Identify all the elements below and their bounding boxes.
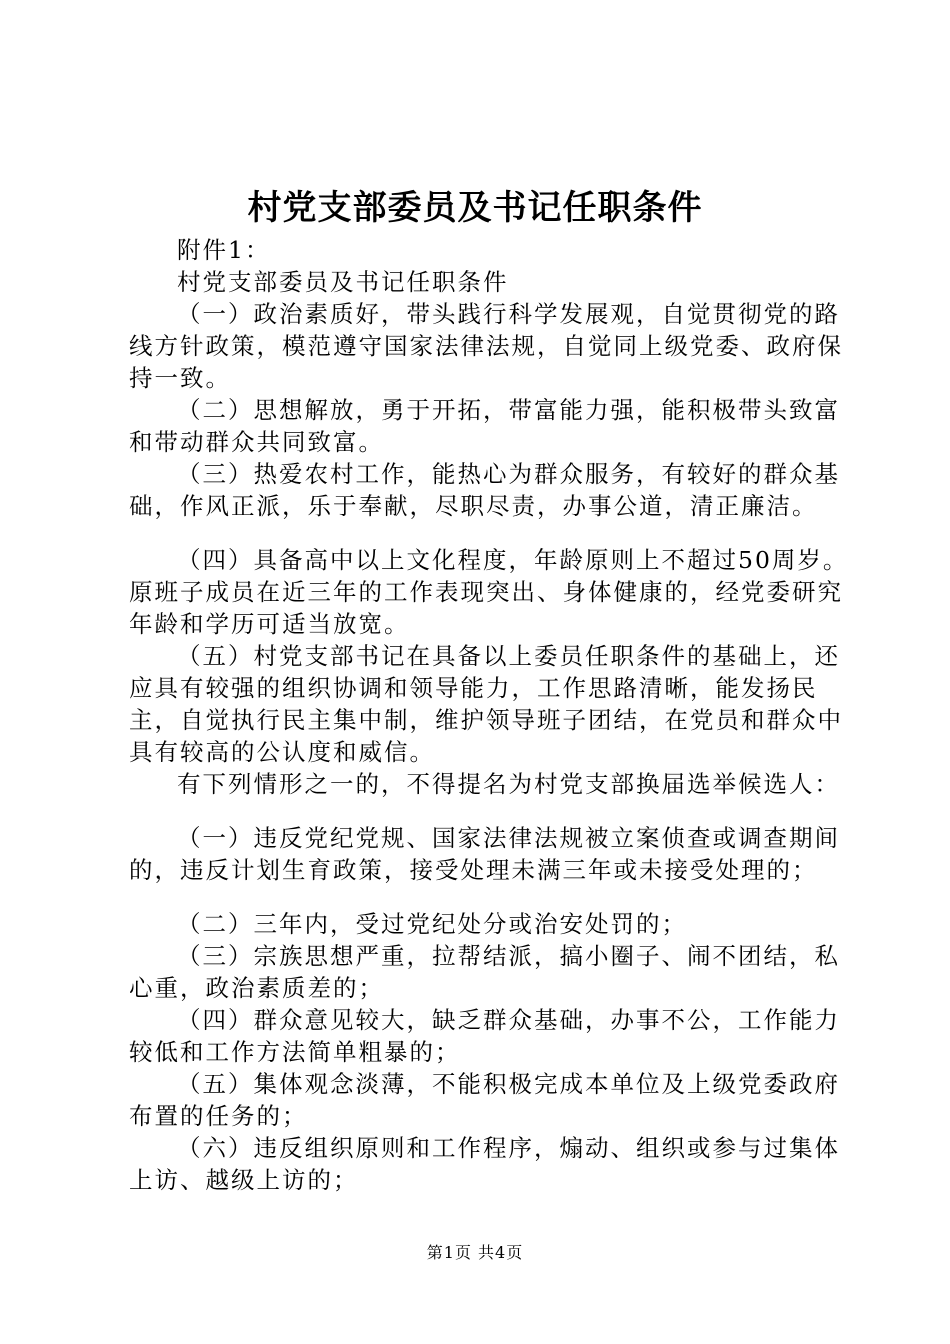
exclusion-paragraph: （五）集体观念淡薄，不能积极完成本单位及上级党委政府布置的任务的；: [129, 1070, 840, 1130]
attachment-label: 附件1：: [177, 236, 271, 264]
condition-paragraph: （二）思想解放，勇于开拓，带富能力强，能积极带头致富和带动群众共同致富。: [129, 396, 840, 456]
document-title: 村党支部委员及书记任职条件: [247, 188, 703, 228]
paragraph-gap: [129, 522, 849, 544]
section-heading: 村党支部委员及书记任职条件: [177, 268, 509, 296]
paragraph-gap: [129, 800, 849, 822]
condition-paragraph: （一）政治素质好，带头践行科学发展观，自觉贯彻党的路线方针政策，模范遵守国家法律法规，自觉同上级党委、政府保持一致。: [129, 300, 843, 392]
page-indicator: 第1页 共4页: [426, 1243, 524, 1262]
exclusion-paragraph: （四）群众意见较大，缺乏群众基础，办事不公，工作能力较低和工作方法简单粗暴的；: [129, 1006, 840, 1066]
document-body: [129, 234, 849, 1196]
exclusion-paragraph: （一）违反党纪党规、国家法律法规被立案侦查或调查期间的，违反计划生育政策，接受处理未满三年或未接受处理的；: [129, 824, 840, 884]
condition-paragraph: （三）热爱农村工作，能热心为群众服务，有较好的群众基础，作风正派，乐于奉献，尽职尽责，办事公道，清正廉洁。: [129, 460, 840, 520]
exclusion-paragraph: （二）三年内，受过党纪处分或治安处罚的；: [177, 910, 687, 938]
condition-paragraph: （五）村党支部书记在具备以上委员任职条件的基础上，还应具有较强的组织协调和领导能力，工作思路清晰，能发扬民主，自觉执行民主集中制，维护领导班子团结，在党员和群众中具有较高的公认度和威信。: [129, 642, 843, 766]
exclusion-intro: 有下列情形之一的，不得提名为村党支部换届选举候选人：: [177, 770, 840, 798]
exclusion-paragraph: （六）违反组织原则和工作程序，煽动、组织或参与过集体上访、越级上访的；: [129, 1134, 840, 1194]
paragraph-gap: [129, 886, 849, 908]
exclusion-paragraph: （三）宗族思想严重，拉帮结派，搞小圈子、闹不团结，私心重，政治素质差的；: [129, 942, 840, 1002]
condition-paragraph: （四）具备高中以上文化程度，年龄原则上不超过50周岁。原班子成员在近三年的工作表现突出、身体健康的，经党委研究年龄和学历可适当放宽。: [129, 546, 849, 638]
